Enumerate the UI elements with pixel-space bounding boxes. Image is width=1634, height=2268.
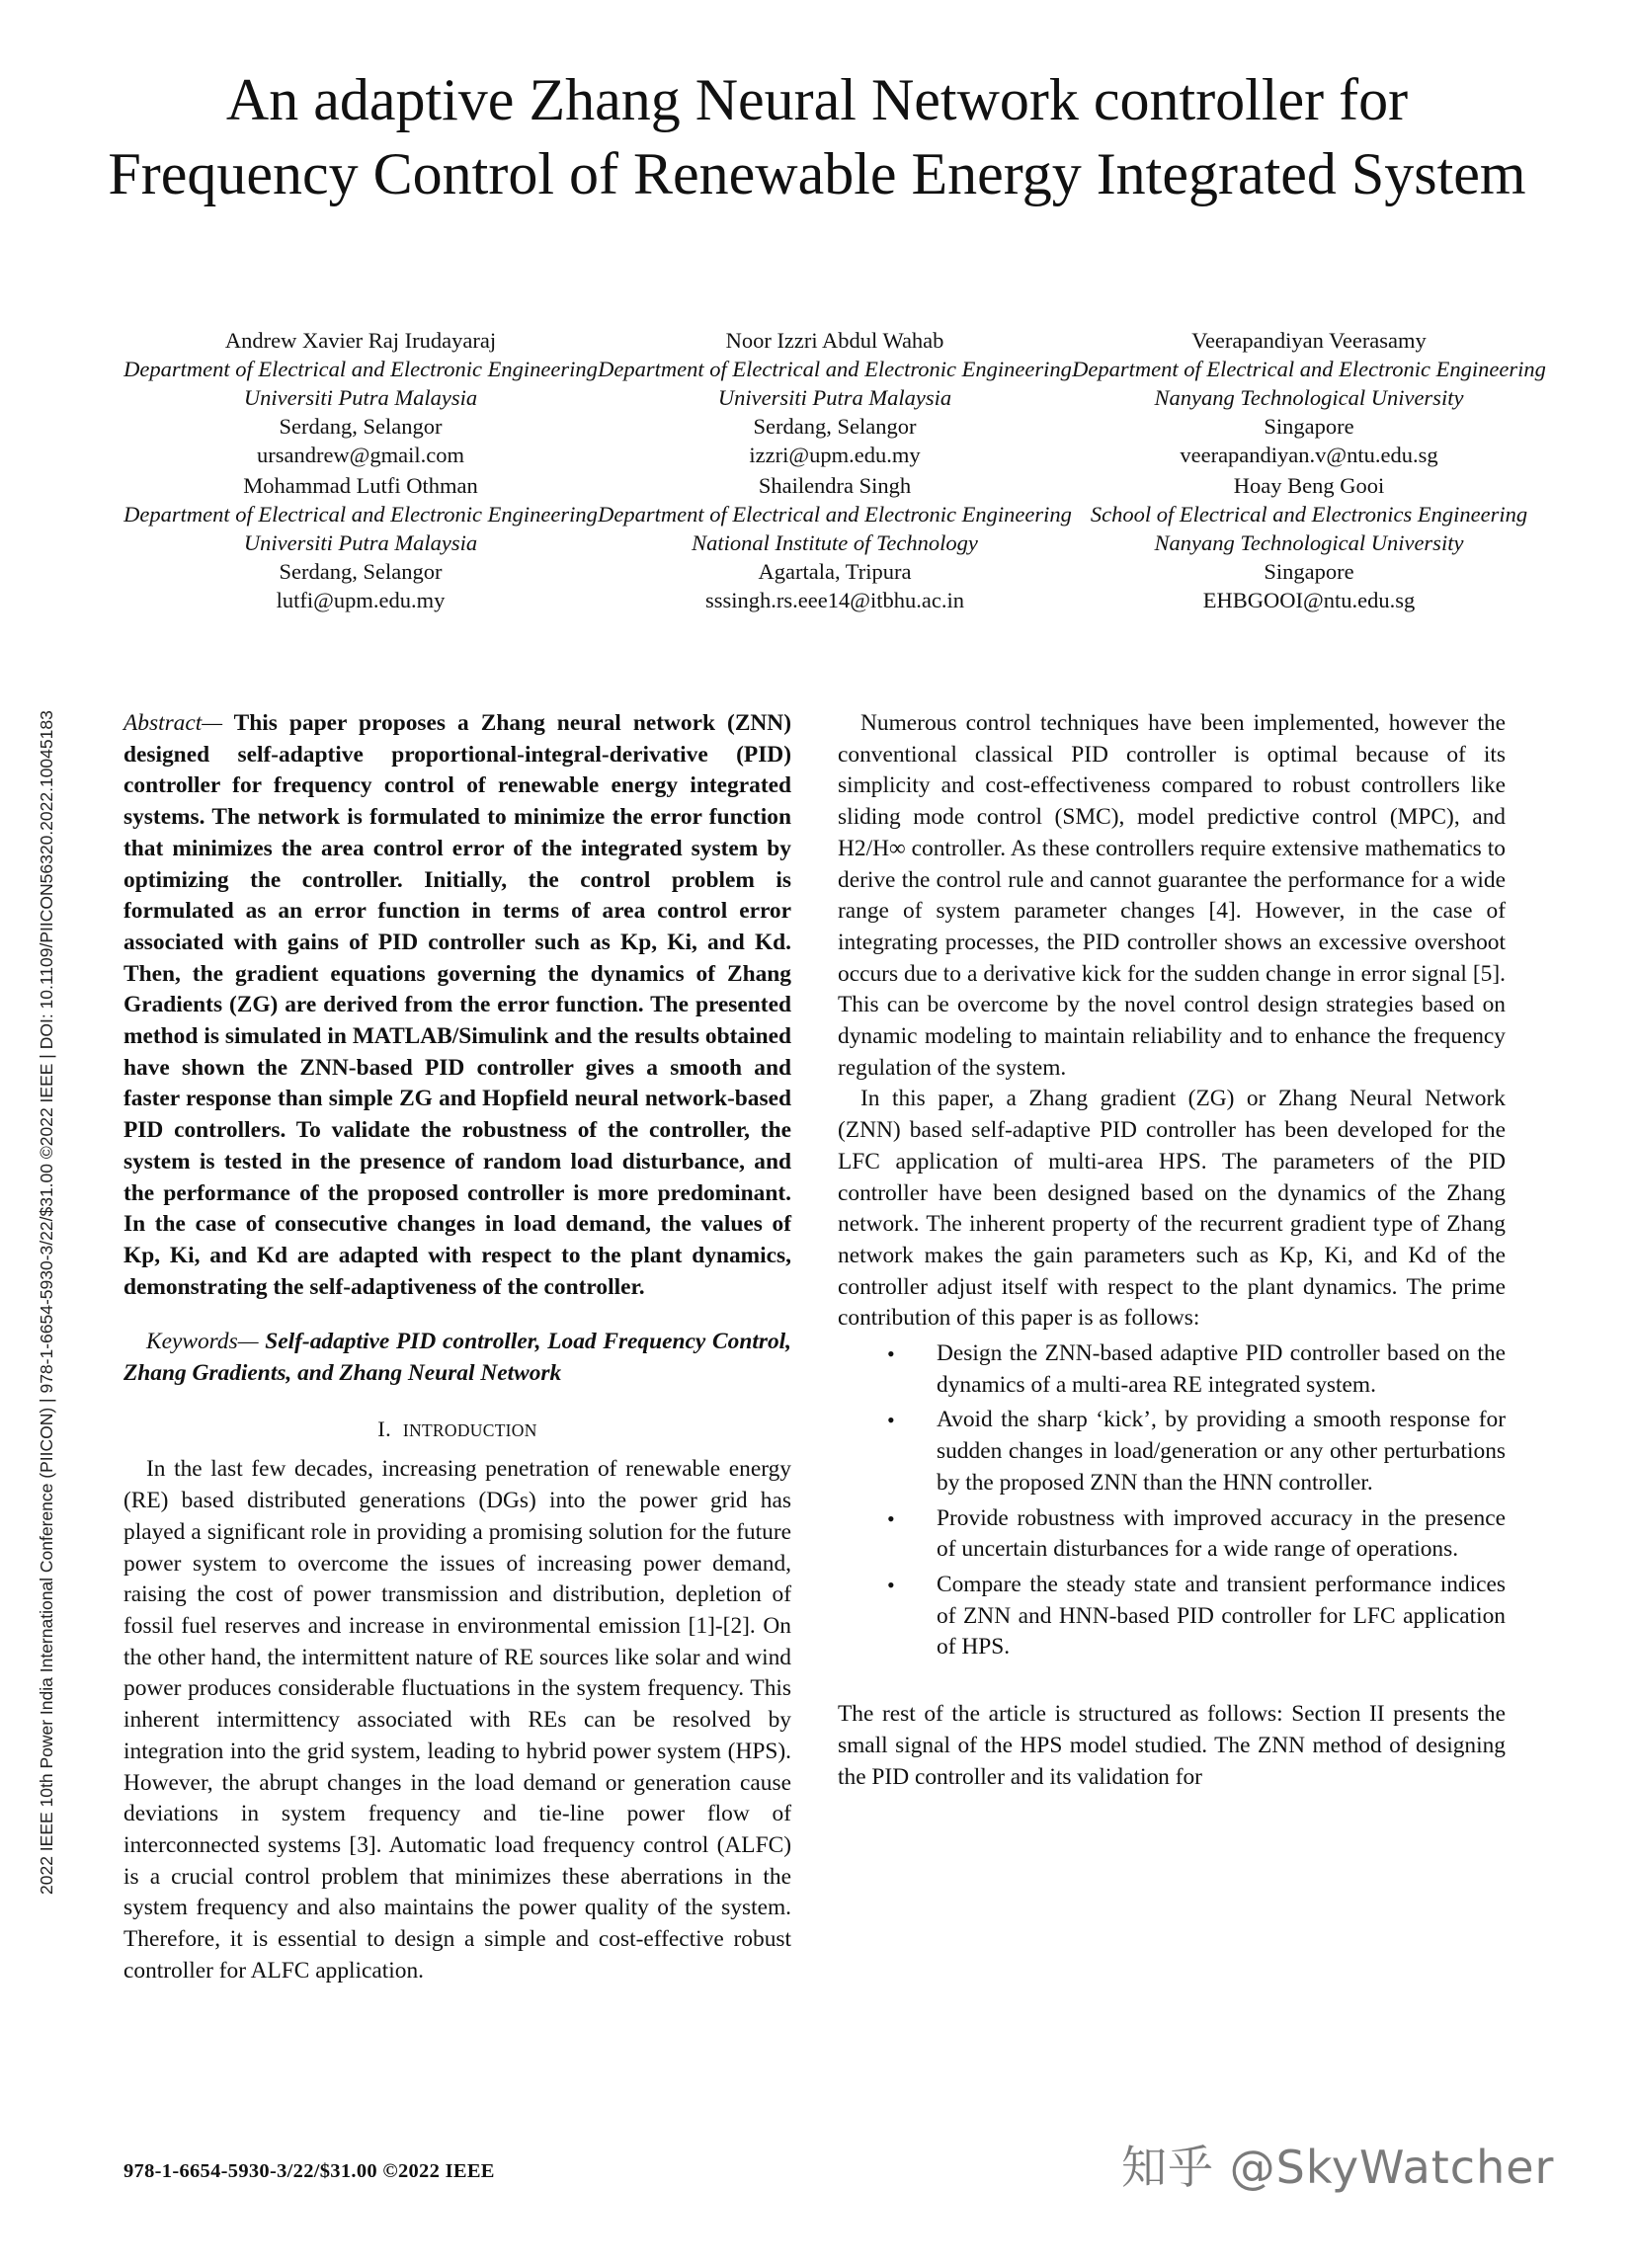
author-city: Singapore [1264,414,1354,439]
author-department: Department of Electrical and Electronic Engineering [123,502,598,526]
keywords [123,1327,791,1389]
author-name: Andrew Xavier Raj Irudayaraj [224,328,497,353]
author-organization: Nanyang Technological University [1154,385,1464,410]
list-item [887,1338,1506,1401]
author-card [1072,326,1546,469]
author-city: Agartala, Tripura [758,559,912,584]
author-name: Noor Izzri Abdul Wahab [725,328,944,353]
doi-side-stamp: 2022 IEEE 10th Power India International Conference (PIICON) | 978-1-6654-5930-3/22/$31.00 ©2022 IEEE | DOI: 10.1109/PIICON56320.2022.10045183 [37,710,56,1895]
list-item [887,1503,1506,1566]
author-block [123,326,1546,614]
author-email[interactable]: EHBGOOI@ntu.edu.sg [1202,588,1416,612]
author-organization: National Institute of Technology [692,530,978,555]
list-item [887,1405,1506,1498]
watermark: 知乎 @SkyWatcher [1121,2141,1555,2194]
author-department: Department of Electrical and Electronic Engineering [598,357,1072,381]
section-number: I. [377,1416,392,1441]
author-card [598,471,1072,614]
abstract-label: Abstract— [123,710,223,736]
author-email[interactable]: ursandrew@gmail.com [256,443,465,467]
bullet-icon: • [887,1572,895,1597]
author-city: Serdang, Selangor [279,414,443,439]
list-item-text: Design the ZNN-based adaptive PID controller based on the dynamics of a multi-area RE integrated system. [937,1340,1506,1398]
bullet-icon: • [887,1408,895,1433]
author-card [1072,471,1546,614]
abstract [123,708,791,1303]
author-name: Shailendra Singh [758,473,912,498]
left-column [123,708,791,1986]
author-department: Department of Electrical and Electronic Engineering [598,502,1072,526]
list-item-text: Provide robustness with improved accuracy in the presence of uncertain disturbances for a wide range of operations. [937,1504,1506,1563]
author-organization: Universiti Putra Malaysia [243,530,478,555]
author-name: Mohammad Lutfi Othman [243,473,478,498]
author-organization: Nanyang Technological University [1154,530,1464,555]
author-department: Department of Electrical and Electronic Engineering [1072,357,1546,381]
list-item [887,1570,1506,1663]
author-department: Department of Electrical and Electronic Engineering [123,357,598,381]
author-card [123,326,598,469]
intro-paragraph-4: The rest of the article is structured as follows: Section II presents the small signal of the HPS model studied. The ZNN method of designing the PID controller and its validation for [838,1701,1506,1790]
author-city: Singapore [1264,559,1354,584]
author-email[interactable]: lutfi@upm.edu.my [276,588,446,612]
author-organization: Universiti Putra Malaysia [243,385,478,410]
intro-paragraph-3: In this paper, a Zhang gradient (ZG) or Zhang Neural Network (ZNN) based self-adaptive PID controller has been developed for the LFC application of multi-area HPS. The parameters of the PID controller have been designed based on the dynamics of the Zhang network. The inherent property of the recurrent gradient type of Zhang network makes the gain parameters such as Kp, Ki, and Kd of the controller adjust itself with respect to the plant dynamics. The prime contribution of this paper is as follows: [838,1086,1506,1332]
author-email[interactable]: izzri@upm.edu.my [749,443,921,467]
list-item-text: Avoid the sharp ‘kick’, by providing a smooth response for sudden changes in load/generation or any other perturbations by the proposed ZNN than the HNN controller. [937,1407,1506,1496]
intro-paragraph-2: Numerous control techniques have been implemented, however the conventional classical PID controller is optimal because of its simplicity and cost-effectiveness compared to robust controllers like sliding mode control (SMC), model predictive control (MPC), and H2/H∞ controller. As these controllers require extensive mathematics to derive the control rule and cannot guarantee the performance for a wide range of system parameter changes [4]. However, in the case of integrating processes, the PID controller shows an excessive overshoot occurs due to a derivative kick for the sudden change in error signal [5]. This can be overcome by the novel control design strategies based on dynamic modeling to maintain reliability and to enhance the frequency regulation of the system. [838,710,1506,1081]
author-name: Hoay Beng Gooi [1233,473,1385,498]
abstract-text: This paper proposes a Zhang neural network (ZNN) designed self-adaptive proportional-integral-derivative (PID) controller for frequency control of renewable energy integrated systems. The network is formulated to minimize the error function that minimizes the area control error of the integrated system by optimizing the controller. Initially, the control problem is formulated as an error function in terms of area control error associated with gains of PID controller such as Kp, Ki, and Kd. Then, the gradient equations governing the dynamics of Zhang Gradients (ZG) are derived from the error function. The presented method is simulated in MATLAB/Simulink and the results obtained have shown the ZNN-based PID controller gives a smooth and faster response than simple ZG and Hopfield neural network-based PID controllers. To validate the robustness of the controller, the system is tested in the presence of random load disturbance, and the performance of the proposed controller is more predominant. In the case of consecutive changes in load demand, the values of Kp, Ki, and Kd are adapted with respect to the plant dynamics, demonstrating the self-adaptiveness of the controller. [123,710,791,1300]
section-heading-introduction [123,1414,791,1447]
author-card [598,326,1072,469]
contribution-list [838,1338,1506,1663]
list-item-text: Compare the steady state and transient performance indices of ZNN and HNN-based PID controller for LFC application of HPS. [937,1571,1506,1660]
author-department: School of Electrical and Electronics Engineering [1090,502,1528,526]
author-email[interactable]: veerapandiyan.v@ntu.edu.sg [1180,443,1438,467]
section-title: INTRODUCTION [402,1419,537,1440]
author-name: Veerapandiyan Veerasamy [1191,328,1427,353]
intro-paragraph-1: In the last few decades, increasing penetration of renewable energy (RE) based distributed generations (DGs) into the power grid has played a significant role in providing a promising solution for the future power system to overcome the issues of increasing power demand, raising the cost of power transmission and distribution, depletion of fossil fuel reserves and increase in environmental emission [1]-[2]. On the other hand, the intermittent nature of RE sources like solar and wind power produces considerable fluctuations in the system frequency. This inherent intermittency associated with REs can be resolved by integration into the grid system, leading to hybrid power system (HPS). However, the abrupt changes in the load demand or generation cause deviations in system frequency and tie-line power flow of interconnected systems [3]. Automatic load frequency control (ALFC) is a crucial control problem that minimizes these aberrations in the system frequency and also maintains the power quality of the system. Therefore, it is essential to design a simple and cost-effective robust controller for ALFC application. [123,1456,791,1984]
page-footer: 978-1-6654-5930-3/22/$31.00 ©2022 IEEE [123,2160,495,2182]
author-city: Serdang, Selangor [279,559,443,584]
keywords-text: Self-adaptive PID controller, Load Frequency Control, Zhang Gradients, and Zhang Neural Network [123,1329,791,1387]
paper-title: An adaptive Zhang Neural Network controller for Frequency Control of Renewable Energy Integrated System [108,67,1526,206]
bullet-icon: • [887,1505,895,1531]
bullet-icon: • [887,1341,895,1367]
right-column [838,708,1506,1793]
keywords-label: Keywords— [146,1329,259,1355]
author-card [123,471,598,614]
author-organization: Universiti Putra Malaysia [717,385,952,410]
author-city: Serdang, Selangor [753,414,917,439]
author-email[interactable]: sssingh.rs.eee14@itbhu.ac.in [705,588,964,612]
